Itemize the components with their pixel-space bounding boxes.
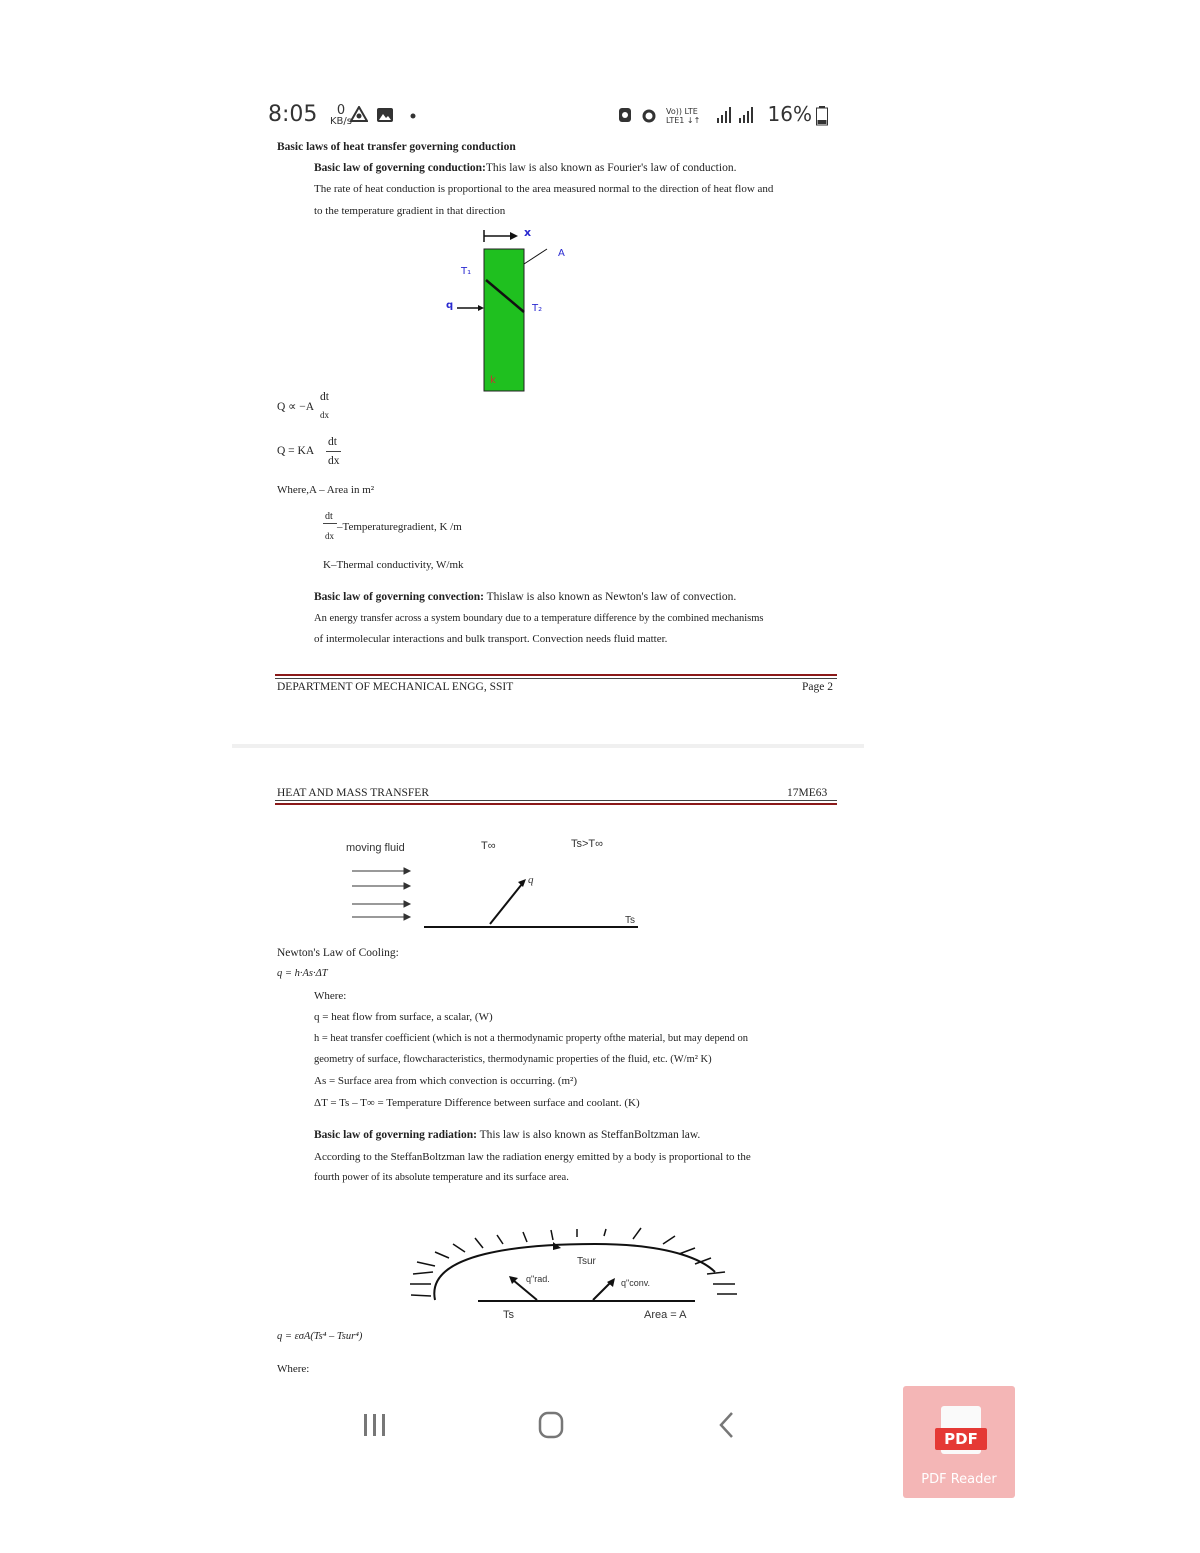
x-axis-arrowhead — [510, 232, 518, 240]
t1-label: T₁ — [461, 266, 472, 277]
alarm-icon — [640, 106, 658, 124]
definition-h-cont: geometry of surface, flowcharacteristics, thermodynamic properties of the fluid, etc. (W/m² K) — [314, 1054, 712, 1065]
t-inf-label: T∞ — [481, 840, 496, 852]
definition-h: h = heat transfer coefficient (which is not a thermodynamic property ofthe material, but may depend on — [314, 1033, 749, 1044]
q-label: q — [446, 300, 454, 311]
surroundings-arrow-head — [553, 1242, 561, 1250]
a-label: A — [558, 248, 565, 259]
page1-footer-left: DEPARTMENT OF MECHANICAL ENGG, SSIT — [277, 681, 514, 693]
convection-line-2: of intermolecular interactions and bulk transport. Convection needs fluid matter. — [314, 633, 668, 645]
status-bar — [268, 100, 830, 134]
area-label: Area = A — [644, 1309, 687, 1321]
recent-apps-button[interactable] — [355, 1405, 395, 1445]
where-label-2: Where: — [277, 1363, 310, 1375]
notification-dot-icon — [408, 106, 426, 124]
tsur-label: Tsur — [577, 1256, 596, 1267]
eq2-numerator: dt — [328, 436, 337, 448]
newton-equation: q = h·As·ΔT — [277, 968, 328, 979]
header-rule — [275, 803, 837, 805]
gradient-fraction-bar — [323, 523, 337, 524]
ts-label: Ts — [625, 915, 635, 926]
eq2-denominator: dx — [328, 455, 340, 467]
ts-gt-label: Ts>T∞ — [571, 838, 603, 850]
conduction-line-1: The rate of heat conduction is proportional to the area measured normal to the direction of heat flow and — [314, 183, 774, 195]
convection-line-1: An energy transfer across a system boundary due to a temperature difference by the combined mechanisms — [314, 613, 764, 624]
battery-icon — [816, 106, 828, 126]
definition-as: As = Surface area from which convection is occurring. (m²) — [314, 1075, 578, 1087]
home-button[interactable] — [531, 1405, 571, 1445]
q-arrowhead — [478, 305, 484, 311]
k-definition: K–Thermal conductivity, W/mk — [323, 559, 464, 571]
page2-header-left: HEAT AND MASS TRANSFER — [277, 787, 429, 799]
drive-icon — [350, 106, 368, 124]
radiation-line-2: fourth power of its absolute temperature and its surface area. — [314, 1172, 569, 1183]
battery-level: 16% — [767, 102, 812, 126]
alarm-lock-icon — [616, 106, 634, 124]
eq1-numerator: dt — [320, 391, 329, 403]
conduction-paragraph: Basic law of governing conduction:This law is also known as Fourier's law of conduction. — [314, 162, 737, 174]
where-label: Where: — [314, 990, 347, 1002]
gradient-numerator: dt — [325, 511, 333, 522]
area-leader — [524, 249, 547, 264]
page1-heading: Basic laws of heat transfer governing conduction — [277, 141, 516, 153]
conduction-figure — [440, 222, 580, 397]
page-separator — [232, 744, 864, 748]
k-label: k — [490, 375, 496, 386]
qconv-arrow — [593, 1282, 611, 1300]
radiation-line-1: According to the SteffanBoltzman law the radiation energy emitted by a body is proportional to the — [314, 1151, 751, 1163]
definition-dt: ΔT = Ts – T∞ = Temperature Difference between surface and coolant. (K) — [314, 1097, 640, 1109]
clock: 8:05 — [268, 102, 318, 127]
net-speed: 0 KB/s — [330, 103, 352, 127]
qconv-label: q"conv. — [621, 1278, 651, 1288]
header-rule-thin — [275, 800, 837, 801]
page2-header-right: 17ME63 — [787, 787, 828, 799]
fluid-arrows — [352, 868, 410, 920]
where-area: Where,A – Area in m² — [277, 484, 375, 496]
t2-label: T₂ — [532, 303, 543, 314]
convection-paragraph: Basic law of governing convection: Thislaw is also known as Newton's law of convection. — [314, 591, 737, 603]
radiation-paragraph: Basic law of governing radiation: This law is also known as SteffanBoltzman law. — [314, 1129, 701, 1141]
convection-figure — [340, 830, 650, 940]
q-flux-label: q — [528, 874, 534, 886]
equation-fourier: Q = KA — [277, 445, 315, 457]
page1-footer-right: Page 2 — [802, 681, 833, 693]
pdf-reader-button[interactable] — [903, 1386, 1015, 1498]
gradient-denominator: dx — [325, 531, 334, 541]
gallery-icon — [376, 106, 394, 124]
radiation-equation: q = εσA(Ts⁴ – Tsur⁴) — [277, 1331, 363, 1342]
newton-title: Newton's Law of Cooling: — [277, 947, 399, 959]
heat-flux-arrow — [490, 884, 522, 924]
signal-icon — [715, 106, 759, 124]
radiation-figure — [405, 1222, 745, 1327]
back-button[interactable] — [708, 1405, 748, 1445]
footer-rule — [275, 674, 837, 676]
pdf-reader-label: PDF Reader — [921, 1472, 997, 1487]
x-label: x — [524, 226, 532, 239]
heat-flux-arrowhead — [518, 879, 526, 887]
gradient-definition: –Temperaturegradient, K /m — [337, 521, 462, 533]
equation-proportional: Q ∝ −A — [277, 401, 315, 413]
network-type: Vo)) LTE LTE1 ↓↑ — [666, 107, 701, 125]
moving-fluid-label: moving fluid — [346, 842, 405, 854]
conduction-line-2: to the temperature gradient in that direction — [314, 205, 506, 217]
definition-q: q = heat flow from surface, a scalar, (W) — [314, 1011, 493, 1023]
qrad-label: q"rad. — [526, 1274, 550, 1284]
eq1-denominator: dx — [320, 410, 329, 420]
pdf-tag: PDF — [935, 1428, 987, 1450]
footer-rule-thin — [275, 678, 837, 679]
wall-block — [484, 249, 524, 391]
eq2-fraction-bar — [326, 451, 341, 452]
surroundings-arc — [434, 1244, 715, 1300]
ts-surface-label: Ts — [503, 1309, 514, 1321]
